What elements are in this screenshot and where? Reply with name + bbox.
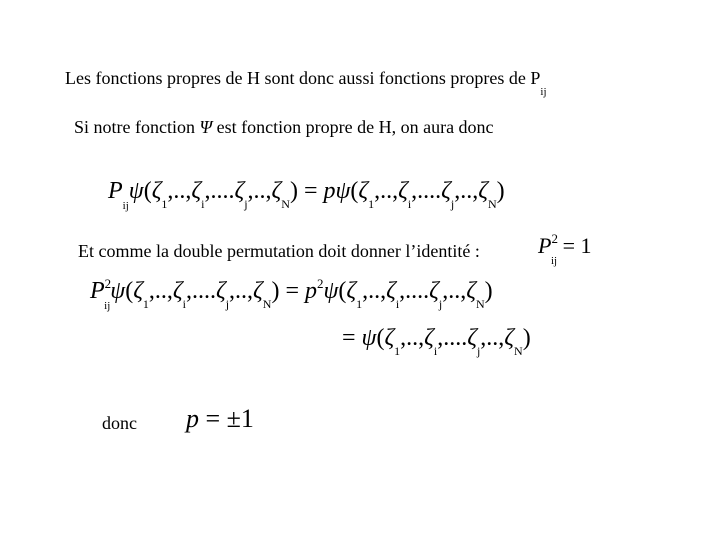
separator: ,.., [148,278,173,304]
subscript-i: i [395,297,400,311]
psi-symbol: Ψ [199,117,213,137]
separator: ,.., [229,278,254,304]
psi-symbol: ψ [110,278,126,304]
subscript-j: j [225,297,230,311]
zeta-symbol: ζ [386,278,396,304]
separator: ,.., [454,178,479,204]
zeta-symbol: ζ [429,278,439,304]
paren-close: ) [484,278,493,304]
statement-text: Et comme la double permutation doit donner l’identité : [78,241,480,261]
operator-P: P [538,233,552,258]
subscript-N: N [487,197,497,211]
separator: ,.., [374,178,399,204]
paren-open: ( [338,278,347,304]
conclusion-label [102,413,137,434]
subscript-1: 1 [356,297,363,311]
identity-equation [538,231,592,267]
statement-line-1 [65,68,547,98]
zeta-symbol: ζ [253,278,263,304]
subscript-1: 1 [368,197,375,211]
subscript-1: 1 [394,344,401,358]
subscript-ij: ij [550,255,558,267]
zeta-symbol: ζ [466,278,476,304]
paren-open: ( [350,178,359,204]
separator: ,.., [442,278,467,304]
separator: ,.... [399,278,430,304]
paren-close: ) [496,178,505,204]
separator: ,.., [167,178,192,204]
separator: ,.., [400,325,425,351]
psi-symbol: ψ [323,278,339,304]
equals-sign: = [342,325,356,351]
psi-symbol: ψ [335,178,351,204]
subscript-i: i [201,197,205,211]
zeta-symbol: ζ [172,278,183,304]
paren-open: ( [376,325,385,351]
eigenvalue-p: p [304,278,317,304]
subscript-j: j [450,197,455,211]
psi-symbol: ψ [128,178,144,204]
zeta-symbol: ζ [234,178,245,204]
subscript-N: N [475,297,485,311]
separator: ,.... [185,278,216,304]
zeta-symbol: ζ [398,178,408,204]
zeta-symbol: ζ [504,325,515,351]
paren-close: ) [271,278,280,304]
paren-open: ( [143,178,152,204]
paren-close: ) [522,325,531,351]
subscript-1: 1 [161,197,168,211]
zeta-symbol: ζ [191,178,202,204]
eigen-equation [108,178,505,212]
zeta-symbol: ζ [384,325,395,351]
zeta-symbol: ζ [478,178,488,204]
operator-P: P [108,178,123,204]
double-permutation-equation [90,276,493,312]
statement-text: Les fonctions propres de H sont donc aussi fonctions propres de P [65,68,541,88]
subscript-N: N [281,197,290,211]
separator: ,.... [411,178,442,204]
eigenvalue-p: p [186,404,199,433]
zeta-symbol: ζ [467,325,477,351]
subscript-i: i [182,297,186,311]
separator: ,.., [362,278,387,304]
subscript-1: 1 [142,297,149,311]
zeta-symbol: ζ [441,178,451,204]
statement-line-3 [78,241,480,262]
subscript-ij: ij [104,300,111,312]
statement-text-before: Si notre fonction [74,117,200,137]
separator: ,.... [437,325,468,351]
subscript-j: j [438,297,443,311]
zeta-symbol: ζ [358,178,369,204]
result-equation [342,325,531,358]
conclusion-text: donc [102,413,137,433]
equals-sign: = [285,278,299,304]
subscript-ij: ij [540,86,547,98]
superscript-2: 2 [551,231,558,246]
separator: ,.... [204,178,235,204]
subscript-j: j [244,197,248,211]
zeta-symbol: ζ [133,278,143,304]
superscript-2: 2 [104,276,112,291]
zeta-symbol: ζ [271,178,282,204]
subscript-N: N [262,297,272,311]
conclusion-equation [186,404,254,434]
zeta-symbol: ζ [215,278,226,304]
subscript-N: N [514,344,523,358]
separator: ,.., [480,325,505,351]
subscript-j: j [476,344,481,358]
subscript-i: i [407,197,412,211]
zeta-symbol: ζ [346,278,357,304]
paren-open: ( [125,278,134,304]
zeta-symbol: ζ [151,178,162,204]
equals-sign: = [303,178,318,204]
psi-symbol: ψ [361,325,377,351]
superscript-2: 2 [316,276,324,291]
zeta-symbol: ζ [424,325,434,351]
eigenvalue-p: p [323,178,336,204]
statement-line-2 [74,117,494,138]
statement-text-after: est fonction propre de H, on aura donc [212,117,494,137]
operator-subscript: ij [122,200,129,212]
subscript-i: i [433,344,438,358]
operator-P: P [90,278,105,304]
paren-close: ) [289,178,298,204]
identity-rhs: = 1 [562,233,592,258]
separator: ,.., [247,178,272,204]
plus-minus-one: = ±1 [205,404,254,433]
